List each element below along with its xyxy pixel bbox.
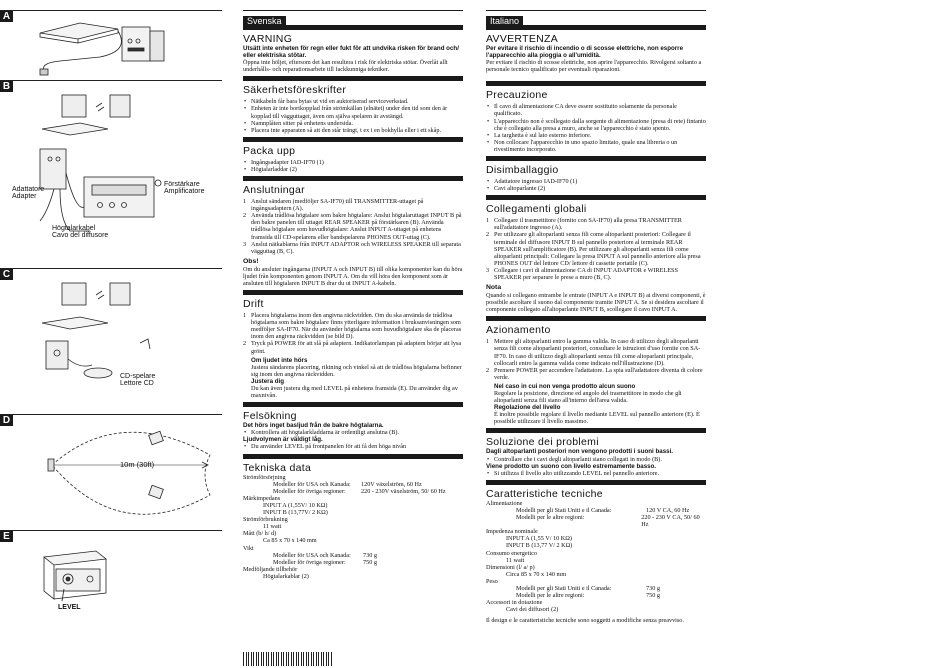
section-title: Caratteristiche tecniche: [486, 480, 706, 500]
section-packa-upp: [243, 137, 463, 173]
spec-heading: Consumo energetico: [486, 549, 537, 557]
spec-heading: Impedenza nominale: [486, 528, 538, 536]
step-text: Tryck på POWER för att slå på adaptern. Indikatorlampan på adaptern börjar att lysa grönt.: [251, 340, 462, 355]
nota-text: Quando si collegano entrambe le entrate (INPUT A e INPUT B) ai diversi componenti, è possibile ascoltare il suono dal componente tramite INPUT A. Se si desidera ascoltare il componente collegato all'altoparlante INPUT B, scollegare il cavo INPUT A.: [486, 292, 706, 314]
solution-2: • Si utilizza il livello alto utilizzando LEVEL nel pannello anteriore.: [486, 470, 706, 477]
spec-heading: Strömförsörjning: [243, 473, 286, 481]
list-item: • Adattatore ingresso IAD-IF70 (1): [486, 178, 706, 185]
italiano-column: [486, 10, 706, 624]
list-item: • La targhetta è sul lato esterno inferiore.: [486, 132, 706, 139]
spec-value: 730 g: [646, 584, 660, 592]
list-item: • Non collocare l'apparecchio in uno spazio limitato, quale una libreria o un rivestimento incorporato.: [486, 139, 706, 153]
figure-b-cable-label-2: Cavo del diffusore: [52, 232, 109, 239]
spec-value: 120 V CA, 60 Hz: [646, 506, 690, 514]
spec-heading: Dimensioni (l/ a/ p): [486, 563, 535, 571]
solution-2: • Du använder LEVEL på frontpanelen för att få den höga nivån: [243, 443, 463, 450]
figure-b: [0, 80, 222, 269]
list-item: • Namnplåten sitter på enhetens undersida.: [243, 120, 463, 127]
section-drift: [243, 290, 463, 399]
figure-e-tag: E: [0, 531, 13, 542]
figure-b-amplifier-label-2: Amplificatore: [164, 188, 205, 195]
list-item: • Cavi altoparlante (2): [486, 185, 706, 192]
spec-value: 750 g: [646, 592, 660, 600]
spec-value: Circa 85 x 70 x 140 mm: [506, 570, 567, 578]
figure-a-tag: A: [0, 11, 13, 22]
azionamento-subtext-2: È inoltre possibile regolare il livello mediante LEVEL sul pannello anteriore (E). È possibile utilizzare il livello massimo.: [494, 411, 700, 426]
step-number: 3: [486, 266, 490, 274]
spec-list: [486, 500, 706, 614]
spec-heading: Mått (b/ h/ d): [243, 530, 277, 538]
step-number: 1: [243, 312, 247, 320]
figure-a: [0, 10, 222, 81]
spec-heading: Alimentazione: [486, 499, 523, 507]
spec-heading: Accessori in dotazione: [486, 599, 543, 607]
figure-d-drawing: [0, 415, 222, 531]
step-text: Använda trådlösa högtalare som bakre högtalare: Anslut högtalaruttaget INPUT B på den bakre panelen till uttaget REAR SPEAKER på förstärkaren (B). Använda trådlösa högtalare som huvudhögtalare: Anslut INPUT A-uttaget på enhetens framsida till CD-spelarens eller bandspelarens PHONES OUT-uttag (C).: [251, 212, 462, 241]
section-caratteristiche: [486, 480, 706, 625]
spec-heading: Peso: [486, 577, 498, 585]
figure-c-drawing: [0, 269, 222, 415]
step-number: 1: [243, 198, 247, 206]
section-title: Disimballaggio: [486, 156, 706, 176]
problem-2: Viene prodotto un suono con livello estremamente basso.: [486, 462, 657, 470]
spec-key: Modelli per gli Stati Uniti e il Canada:: [516, 584, 612, 592]
list-item: [243, 340, 463, 354]
section-felsokning: [243, 402, 463, 450]
step-text: Mettere gli altoparlanti entro la gamma valida. In caso di utilizzo degli altoparlanti senza fili come altoparlanti posteriori, consultare le istruzioni d'uso fornite con SA-IF70. In caso di utilizzo degli altoparlanti senza fili come altoparlanti principale, collocarli entro la gamma valida come indicato nell'illustrazione (D).: [494, 338, 701, 367]
drift-subheading-1: Om ljudet inte hörs: [251, 356, 308, 364]
figure-column: [0, 0, 222, 668]
spec-value: Cavi dei diffusori (2): [506, 606, 559, 614]
nota-title: Nota: [486, 284, 502, 292]
list-item: • Il cavo di alimentazione CA deve essere sostituito solamente da personale qualificato.: [486, 103, 706, 117]
azionamento-subtext-1: Regolare la posizione, direzione ed angolo del trasmettitore in modo che gli altoparlanti senza fili siano all'interno dell'area valida.: [494, 390, 682, 405]
section-tekniska-data: [243, 454, 463, 580]
spec-value: 120V växelström, 60 Hz: [361, 480, 422, 488]
problem-2: Ljudvolymen är väldigt låg.: [243, 436, 323, 444]
step-text: Placera högtalarna inom den angivna räckvidden. Om du ska använda de trådlösa högtalarna som bakre högtalare finns ytterligare information i bruksanvisningen som medföljer SA-IF70. När du använder högtalarna som huvudhögtalare ska de placeras inom den angivna räckvidden (se bild D).: [251, 312, 462, 341]
warning-text: Per evitare il rischio di scosse elettriche, non aprire l'apparecchio. Rivolgersi soltanto a personale tecnico qualificato per eventuali riparazioni.: [486, 59, 702, 74]
spec-key: Modeller för USA och Kanada:: [273, 551, 351, 559]
spec-key: Modeller för övriga regioner:: [273, 487, 346, 495]
figure-d-tag: D: [0, 415, 13, 426]
spec-key: Modeller för övriga regioner:: [273, 558, 346, 566]
problem-1: Det hörs inget basljud från de bakre högtalarna.: [243, 422, 384, 430]
step-number: 3: [243, 240, 247, 248]
solution-1: • Kontrollera att högtalarkladdarna är ordentligt anslutna (B).: [243, 429, 463, 436]
list-item: • Enheten är inte bortkopplad från strömkällan (elnätet) under den tid som den är kopplad till vägguttaget, även om själva spelaren är avstängd.: [243, 105, 463, 119]
list-item: [486, 267, 706, 281]
spec-value: 220 - 230 V CA, 50/ 60 Hz: [641, 514, 700, 529]
step-number: 1: [486, 217, 490, 225]
list-item: [486, 338, 706, 366]
list-item: [486, 217, 706, 231]
spec-value: INPUT B (13,77 V/ 2 KΩ): [506, 542, 573, 550]
step-text: Collegare il trasmettitore (fornito con SA-IF70) alla presa TRANSMITTER sull'adattatore ingresso (A).: [494, 217, 682, 232]
spec-list: [243, 474, 463, 580]
svenska-column: [243, 10, 463, 580]
section-avvertenza: [486, 25, 706, 73]
section-title: Collegamenti globali: [486, 195, 706, 215]
spec-heading: Vikt: [243, 544, 254, 552]
spec-value: INPUT B (13,77V/ 2 KΩ): [263, 509, 328, 517]
warning-bold: Per evitare il rischio di incendio o di scosse elettriche, non esporre l'apparecchio alla pioggia o all'umidità.: [486, 45, 684, 60]
section-sakerhet: [243, 76, 463, 133]
problem-1: Dagli altoparlanti posteriori non vengono prodotti i suoni bassi.: [486, 448, 674, 456]
section-disimballaggio: [486, 156, 706, 192]
spec-value: 750 g: [363, 558, 377, 566]
section-title: AVVERTENZA: [486, 25, 706, 45]
step-number: 2: [243, 340, 247, 348]
figure-d-distance: 10m (30ft): [120, 460, 155, 469]
section-title: Drift: [243, 290, 463, 310]
spec-value: Ca 85 x 70 x 140 mm: [263, 537, 317, 545]
section-varning: [243, 25, 463, 73]
list-item: • Placera inte apparaten så att den står trängt, t ex i en bokhylla eller i ett skåp.: [243, 127, 463, 134]
step-text: Anslut sändaren (medföljer SA-IF70) till TRANSMITTER-uttaget på ingångsadaptern (A).: [251, 198, 424, 213]
spec-value: 11 watt: [506, 556, 525, 564]
solution-1: • Controllare che i cavi degli altoparlanti siano collegati in modo (B).: [486, 456, 706, 463]
spec-value: 220 - 230V växelström, 50/ 60 Hz: [361, 487, 446, 495]
spec-key: Modelli per gli Stati Uniti e il Canada:: [516, 506, 612, 514]
section-title: Azionamento: [486, 316, 706, 336]
list-item: [243, 241, 463, 255]
section-soluzione: [486, 428, 706, 476]
spec-heading: Medföljande tillbehör: [243, 565, 298, 573]
figure-e-level-label: LEVEL: [58, 604, 81, 611]
step-number: 2: [486, 231, 490, 239]
azionamento-subheading-2: Regolazione del livello: [494, 404, 561, 412]
list-item: • Nätkabeln får bara bytas ut vid en auktoriserad serviceverkstad.: [243, 98, 463, 105]
footer-note: Il design e le caratteristiche tecniche sono soggetti a modifiche senza preavviso.: [486, 617, 684, 625]
step-text: Per utilizzare gli altoparlanti senza fili come altoparlanti posteriori: Collegare il terminale del diffusore INPUT B sul pannello posteriore al terminale REAR SPEAKER sull'amplificatore (B). Per utilizzare gli altoparlanti senza fili come altoparlanti principali: Collegare la presa INPUT A sul pannello anteriore alla presa PHONES OUT del lettore CD/ lettore di cassette portatile (C).: [494, 231, 701, 267]
step-text: Premere POWER per accendere l'adattatore. La spia sull'adattatore diventa di colore verde.: [494, 366, 703, 381]
section-title: Felsökning: [243, 402, 463, 422]
spec-value: 11 watt: [263, 523, 282, 531]
spec-heading: Märkimpedans: [243, 494, 281, 502]
figure-b-adapter-label-1: Adattatore: [12, 186, 45, 193]
figure-b-drawing: [0, 81, 222, 269]
step-number: 1: [486, 338, 490, 346]
section-title: Soluzione dei problemi: [486, 428, 706, 448]
section-title: Tekniska data: [243, 454, 463, 474]
section-title: Packa upp: [243, 137, 463, 157]
language-tag-svenska: Svenska: [243, 16, 286, 27]
list-item: [486, 231, 706, 266]
section-title: Precauzione: [486, 81, 706, 101]
list-item: • L'apparecchio non è scollegato dalla sorgente di alimentazione (presa di rete) fintanto che è collegato alla presa a muro, anche se l'apparecchio è stato spento.: [486, 118, 706, 132]
language-tag-italiano: Italiano: [486, 16, 523, 27]
figure-e: [0, 530, 222, 659]
list-item: [243, 198, 463, 212]
figure-a-drawing: [0, 11, 222, 81]
step-text: Anslut nätkablarna från INPUT ADAPTOR och WIRELESS SPEAKER till separata vägguttag (B, C).: [251, 240, 461, 255]
figure-b-amplifier-label-1: Förstärkare: [164, 181, 200, 188]
warning-text: Öppna inte höljet, eftersom det kan resultera i risk för elektriska stötar. Överlåt allt underhålls- och reparationsarbete till fackkunniga tekniker.: [243, 59, 448, 74]
figure-c: [0, 268, 222, 415]
list-item: [486, 367, 706, 381]
step-number: 2: [243, 212, 247, 220]
figure-b-tag: B: [0, 81, 13, 92]
obs-text: Om du ansluter ingångarna (INPUT A och INPUT B) till olika komponenter kan du höra ljudet från komponenten genom INPUT A. Om du vill höra den komponent som är ansluten till högtalaren INPUT B drar du ut INPUT A-kabeln.: [243, 265, 463, 287]
list-item: [243, 312, 463, 340]
list-item: • Ingångsadapter IAD-IF70 (1): [243, 159, 463, 166]
drift-subheading-2: Justera dig: [251, 377, 285, 385]
figure-d: [0, 414, 222, 531]
drift-subtext-1: Justera sändarens placering, riktning och vinkel så att de trådlösa högtalarna befinner sig inom den angivna räckvidden.: [251, 363, 462, 378]
step-text: Collegare i cavi di alimentazione CA di INPUT ADAPTOR e WIRELESS SPEAKER per separare le prese a muro (B, C).: [494, 266, 678, 281]
figure-e-drawing: [0, 531, 222, 659]
figure-c-tag: C: [0, 269, 13, 280]
drift-subtext-2: Du kan även justera dig med LEVEL på enhetens framsida (E). Du använder dig av maxnivån.: [251, 385, 458, 400]
figure-b-cable-label-1: Högtalarkabel: [52, 225, 96, 232]
section-azionamento: [486, 316, 706, 425]
barcode: [243, 652, 333, 666]
spec-key: Modelli per le altre regioni:: [516, 514, 585, 522]
warning-bold: Utsätt inte enheten för regn eller fukt för att undvika risken för brand och/ eller elektriska stötar.: [243, 45, 459, 60]
spec-value: INPUT A (1,55 V/ 10 KΩ): [506, 535, 572, 543]
section-title: VARNING: [243, 25, 463, 45]
section-collegamenti: [486, 195, 706, 313]
obs-title: Obs!: [243, 257, 259, 265]
azionamento-subheading-1: Nel caso in cui non venga prodotto alcun suono: [494, 382, 636, 390]
spec-key: Modelli per le altre regioni:: [516, 592, 585, 600]
spec-value: 730 g: [363, 551, 377, 559]
section-title: Anslutningar: [243, 176, 463, 196]
section-precauzione: [486, 81, 706, 153]
spec-key: Modeller för USA och Kanada:: [273, 480, 351, 488]
spec-value: Högtalarkablar (2): [263, 572, 309, 580]
list-item: • Högtalarladdar (2): [243, 166, 463, 173]
figure-b-adapter-label-2: Adapter: [12, 193, 37, 200]
spec-heading: Strömförbrukning: [243, 516, 288, 524]
step-number: 2: [486, 366, 490, 374]
list-item: [243, 212, 463, 240]
section-anslutningar: [243, 176, 463, 287]
section-title: Säkerhetsföreskrifter: [243, 76, 463, 96]
figure-c-cd-label-2: Lettore CD: [120, 380, 154, 387]
spec-value: INPUT A (1,55V/ 10 KΩ): [263, 501, 328, 509]
figure-c-cd-label-1: CD-spelare: [120, 373, 156, 380]
